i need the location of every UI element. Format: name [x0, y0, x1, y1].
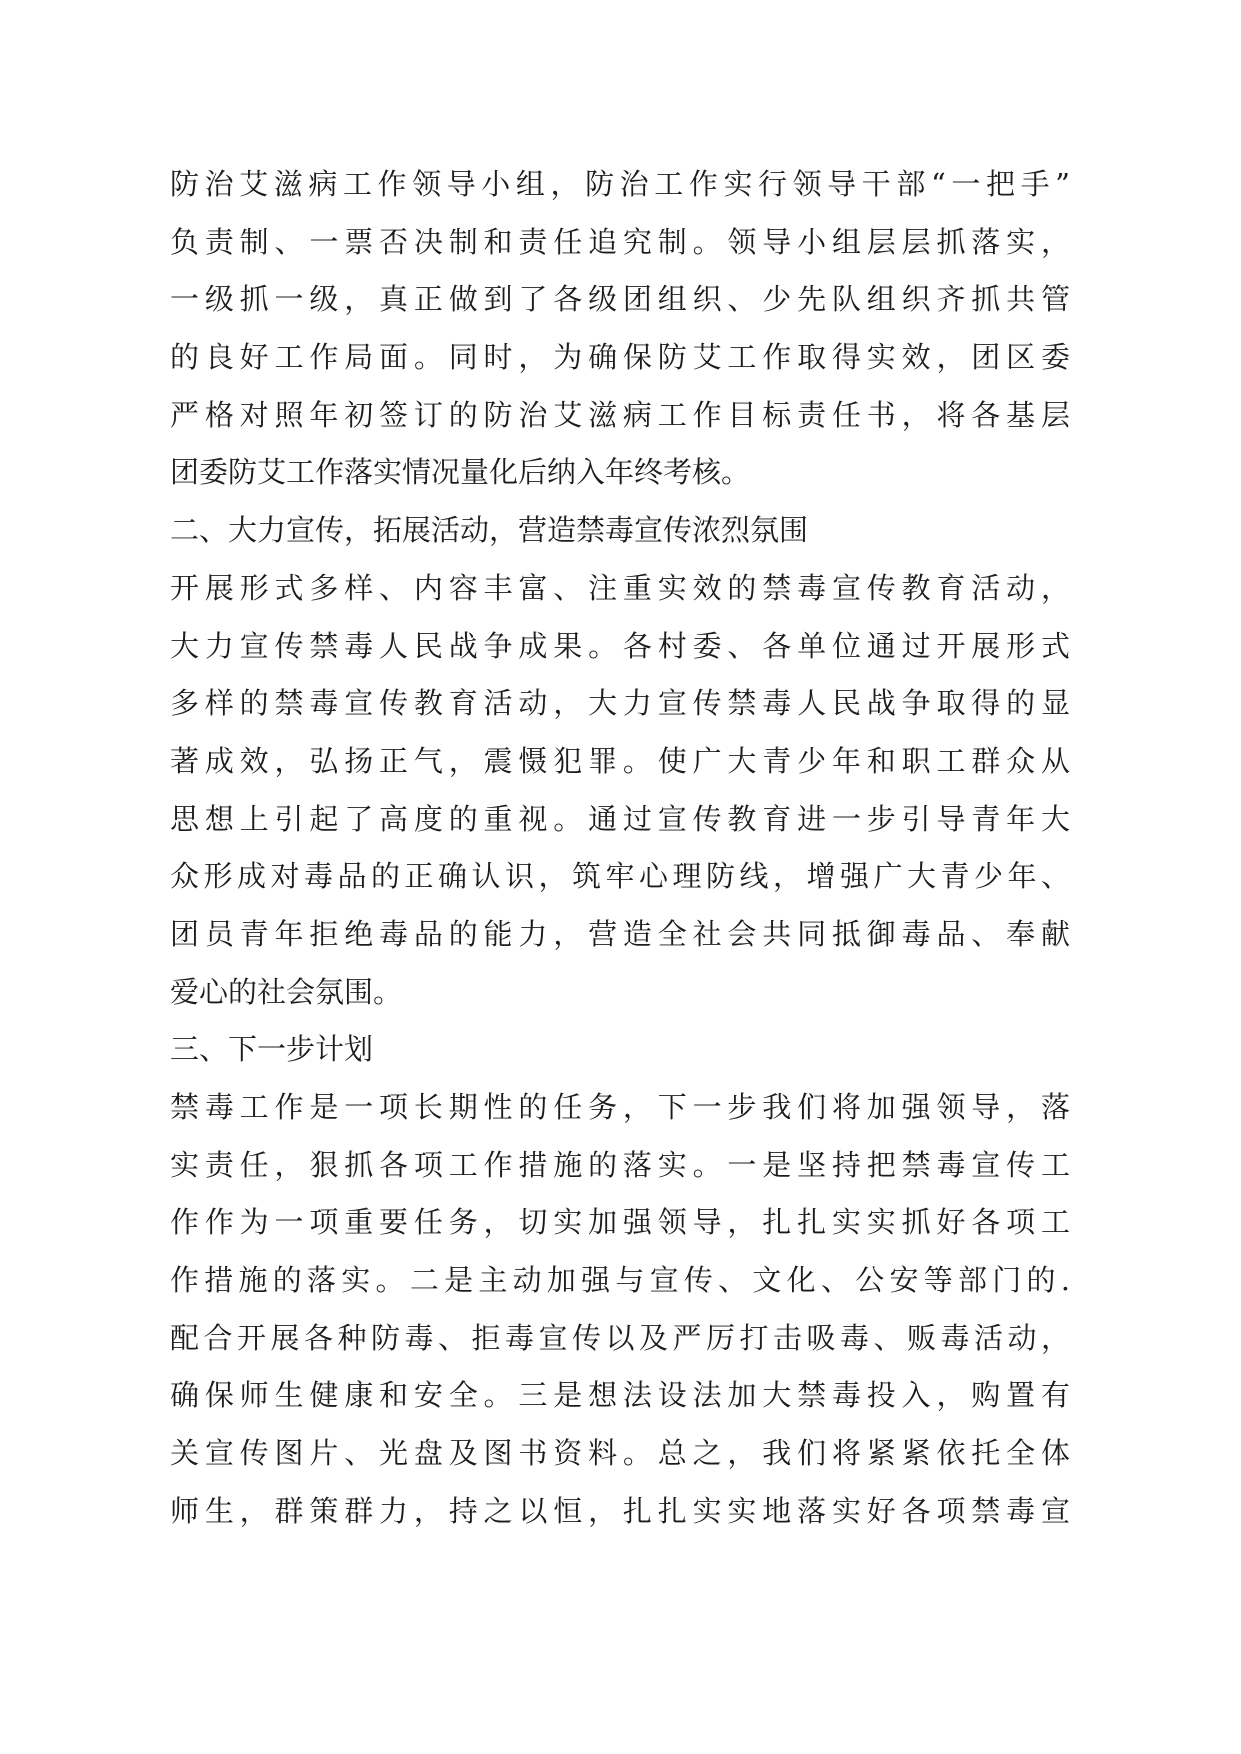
paragraph-line: 开展形式多样、内容丰富、注重实效的禁毒宣传教育活动，: [170, 570, 1070, 605]
paragraph-line: 防治艾滋病工作领导小组，防治工作实行领导干部“一把手”: [170, 167, 1070, 201]
paragraph-line: 爱心的社会氛围。: [170, 974, 403, 1009]
paragraph-line: 大力宣传禁毒人民战争成果。各村委、各单位通过开展形式: [170, 628, 1070, 663]
paragraph-line: 多样的禁毒宣传教育活动，大力宣传禁毒人民战争取得的显: [170, 686, 1070, 721]
paragraph-line: 的良好工作局面。同时，为确保防艾工作取得实效，团区委: [170, 340, 1070, 375]
section-heading: 二、大力宣传，拓展活动，营造禁毒宣传浓烈氛围: [170, 513, 809, 548]
paragraph-line: 关宣传图片、光盘及图书资料。总之，我们将紧紧依托全体: [170, 1436, 1070, 1471]
paragraph-line: 确保师生健康和安全。三是想法设法加大禁毒投入，购置有: [170, 1378, 1070, 1413]
section-heading: 三、下一步计划: [170, 1032, 374, 1067]
paragraph-line: 禁毒工作是一项长期性的任务，下一步我们将加强领导，落: [170, 1090, 1070, 1124]
paragraph-line: 师生，群策群力，持之以恒，扎扎实实地落实好各项禁毒宣: [170, 1493, 1070, 1528]
paragraph-line: 实责任，狠抓各项工作措施的落实。一是坚持把禁毒宣传工: [170, 1147, 1070, 1182]
paragraph-line: 众形成对毒品的正确认识，筑牢心理防线，增强广大青少年、: [170, 859, 1070, 894]
paragraph-line: 配合开展各种防毒、拒毒宣传以及严厉打击吸毒、贩毒活动，: [170, 1320, 1070, 1355]
paragraph-line: 严格对照年初签订的防治艾滋病工作目标责任书，将各基层: [170, 397, 1070, 432]
document-body: [170, 156, 1070, 1541]
paragraph-line: 作措施的落实。二是主动加强与宣传、文化、公安等部门的.: [170, 1263, 1070, 1298]
paragraph-line: 负责制、一票否决制和责任追究制。领导小组层层抓落实，: [170, 224, 1070, 259]
paragraph-line: 一级抓一级，真正做到了各级团组织、少先队组织齐抓共管: [170, 282, 1070, 317]
paragraph-line: 思想上引起了高度的重视。通过宣传教育进一步引导青年大: [170, 801, 1070, 836]
paragraph-line: 团员青年拒绝毒品的能力，营造全社会共同抵御毒品、奉献: [170, 916, 1070, 951]
paragraph-line: 团委防艾工作落实情况量化后纳入年终考核。: [170, 455, 751, 490]
paragraph-line: 著成效，弘扬正气，震慑犯罪。使广大青少年和职工群众从: [170, 743, 1070, 778]
paragraph-line: 作作为一项重要任务，切实加强领导，扎扎实实抓好各项工: [170, 1205, 1070, 1240]
